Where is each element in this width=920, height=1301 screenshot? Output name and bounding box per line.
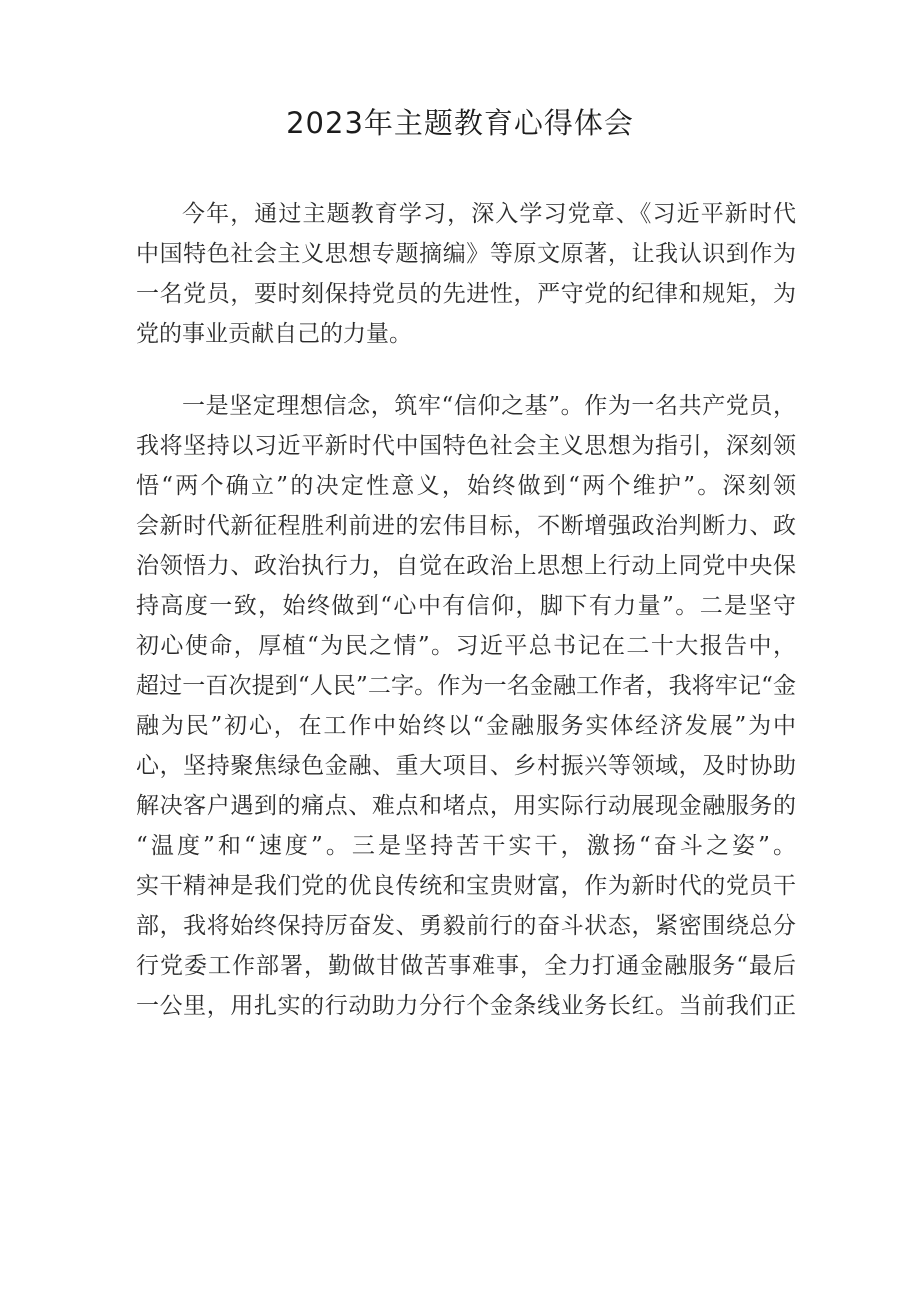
document-title: 2023年主题教育心得体会 — [286, 106, 634, 140]
text-line: 心，坚持聚焦绿色金融、重大项目、乡村振兴等领域，及时协助 — [136, 753, 796, 779]
text-line: 我将坚持以习近平新时代中国特色社会主义思想为指引，深刻领 — [136, 433, 796, 459]
text-line: 中国特色社会主义思想专题摘编》等原文原著，让我认识到作为 — [136, 241, 796, 267]
text-line: 持高度一致，始终做到“心中有信仰，脚下有力量”。二是坚守 — [136, 593, 796, 619]
text-line: “温度”和“速度”。三是坚持苦干实干，激扬“奋斗之姿”。 — [136, 833, 796, 859]
text-line: 超过一百次提到“人民”二字。作为一名金融工作者，我将牢记“金 — [136, 673, 796, 699]
text-line: 部，我将始终保持厉奋发、勇毅前行的奋斗状态，紧密围绕总分 — [136, 913, 796, 939]
text-line: 初心使命，厚植“为民之情”。习近平总书记在二十大报告中， — [136, 633, 796, 659]
text-line: 悟“两个确立”的决定性意义，始终做到“两个维护”。深刻领 — [136, 473, 796, 499]
text-line: 一公里，用扎实的行动助力分行个金条线业务长红。当前我们正 — [136, 993, 796, 1019]
paragraph-intro — [136, 194, 796, 354]
text-line: 一名党员，要时刻保持党员的先进性，严守党的纪律和规矩，为 — [136, 281, 796, 307]
text-line: 今年，通过主题教育学习，深入学习党章、《习近平新时代 — [182, 201, 796, 227]
text-line: 行党委工作部署，勤做甘做苦事难事，全力打通金融服务“最后 — [136, 953, 796, 979]
text-line: 党的事业贡献自己的力量。 — [136, 321, 412, 347]
text-line: 融为民”初心，在工作中始终以“金融服务实体经济发展”为中 — [136, 713, 796, 739]
text-line: 解决客户遇到的痛点、难点和堵点，用实际行动展现金融服务的 — [136, 793, 796, 819]
text-line: 治领悟力、政治执行力，自觉在政治上思想上行动上同党中央保 — [136, 553, 796, 579]
text-line: 实干精神是我们党的优良传统和宝贵财富，作为新时代的党员干 — [136, 873, 796, 899]
text-line: 一是坚定理想信念，筑牢“信仰之基”。作为一名共产党员， — [182, 393, 796, 419]
paragraph-main — [136, 386, 796, 1026]
text-line: 会新时代新征程胜利前进的宏伟目标，不断增强政治判断力、政 — [136, 513, 796, 539]
